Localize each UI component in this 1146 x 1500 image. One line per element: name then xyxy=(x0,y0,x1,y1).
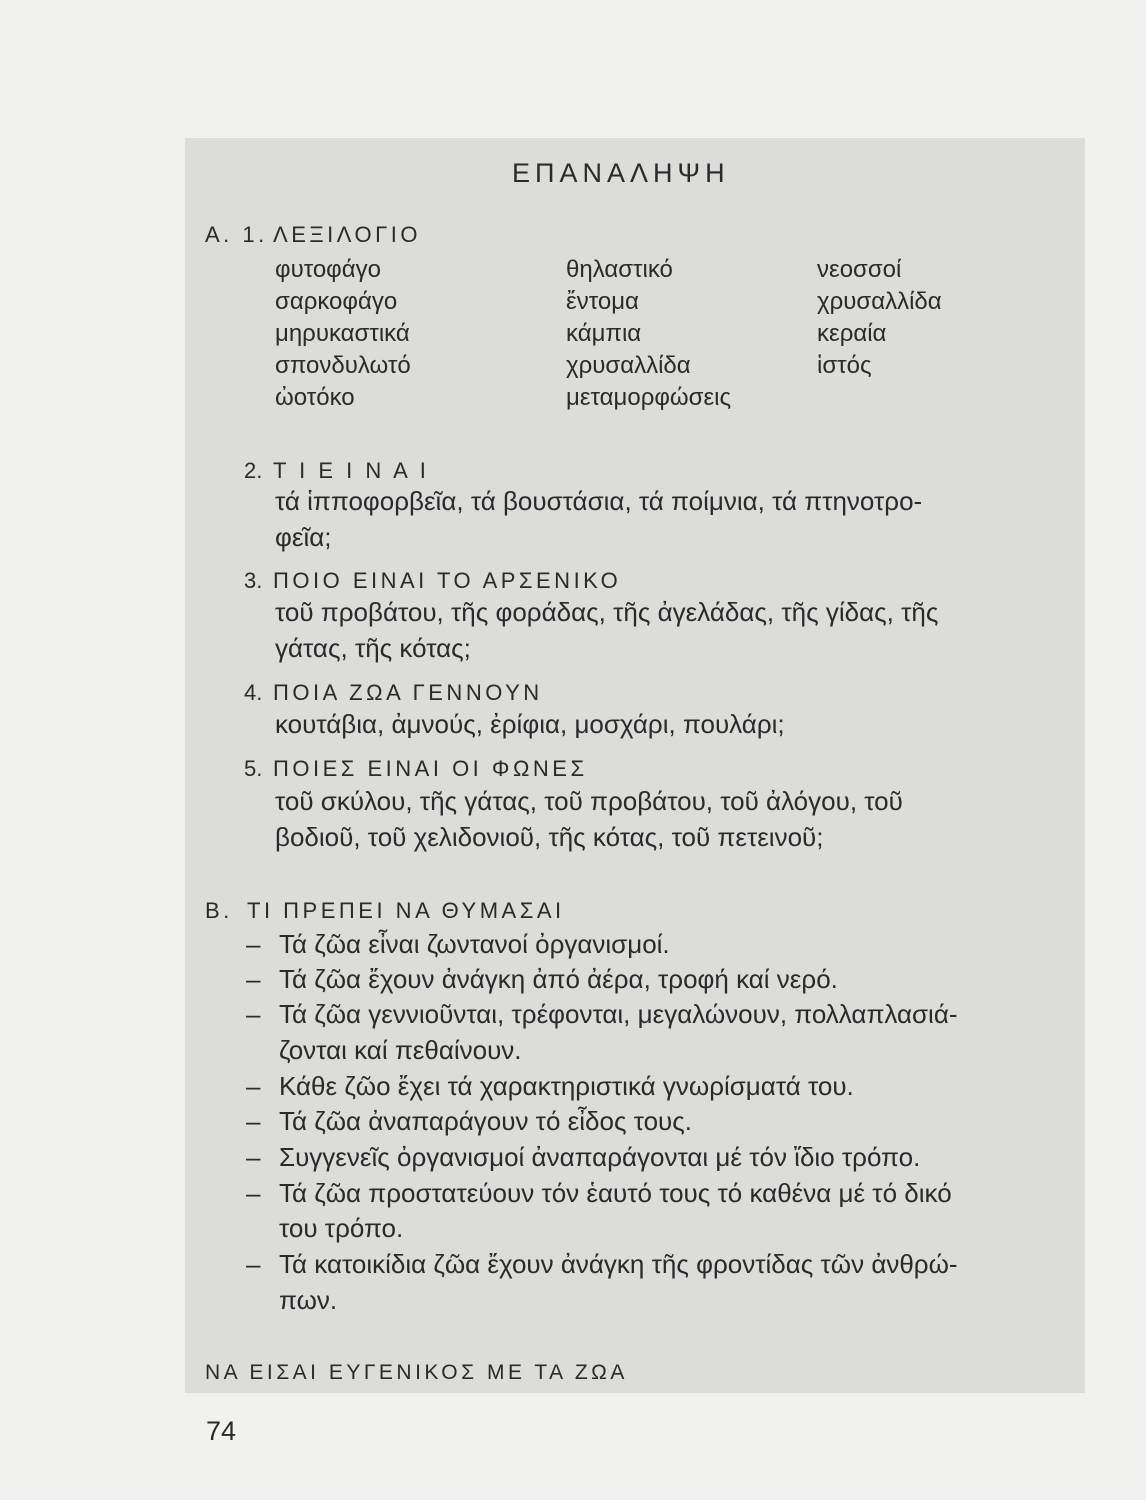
question-number: 3. xyxy=(244,568,263,593)
question-heading: ΠΟΙΟ ΕΙΝΑΙ ΤΟ ΑΡΣΕΝΙΚΟ xyxy=(273,568,622,593)
question-text-line: τοῦ προβάτου, τῆς φοράδας, τῆς ἀγελάδας, τῆς γίδας, τῆς xyxy=(275,597,939,627)
vocab-col2-item: θηλαστικό xyxy=(566,256,673,283)
question-text-line: βοδιοῦ, τοῦ χελιδονιοῦ, τῆς κότας, τοῦ πετεινοῦ; xyxy=(275,822,824,852)
vocab-col1-item: σπονδυλωτό xyxy=(275,352,411,379)
section-b-marker: Β. xyxy=(205,898,233,923)
bullet-dash: – xyxy=(246,1249,261,1279)
remember-line: Τά κατοικίδια ζῶα ἔχουν ἀνάγκη τῆς φροντίδας τῶν ἀνθρώ- xyxy=(279,1249,958,1279)
bullet-dash: – xyxy=(246,999,261,1029)
section-a-marker: Α. 1. xyxy=(205,222,268,247)
vocab-col1-item: φυτοφάγο xyxy=(275,256,381,283)
vocab-col3-item: ἱστός xyxy=(817,352,872,379)
remember-line: Τά ζῶα ἔχουν ἀνάγκη ἀπό ἀέρα, τροφή καί νερό. xyxy=(279,964,838,994)
question-number: 4. xyxy=(244,680,263,705)
question-text-line: τά ἱπποφορβεῖα, τά βουστάσια, τά ποίμνια, τά πτηνοτρο- xyxy=(275,486,923,516)
remember-line: Τά ζῶα ἀναπαράγουν τό εἶδος τους. xyxy=(279,1106,693,1136)
section-a-heading: ΛΕΞΙΛΟΓΙΟ xyxy=(273,222,421,247)
vocab-col3-item: κεραία xyxy=(817,320,887,347)
question-text-line: φεῖα; xyxy=(275,522,332,552)
remember-line: του τρόπο. xyxy=(279,1213,404,1243)
remember-line: πων. xyxy=(279,1285,338,1315)
remember-line: Συγγενεῖς ὀργανισμοί ἀναπαράγονται μέ τόν ἴδιο τρόπο. xyxy=(279,1142,921,1172)
vocab-col2-item: χρυσαλλίδα xyxy=(566,352,691,379)
vocab-col2-item: κάμπια xyxy=(566,320,642,347)
bullet-dash: – xyxy=(246,1071,261,1101)
remember-line: Κάθε ζῶο ἔχει τά χαρακτηριστικά γνωρίσματά του. xyxy=(279,1071,854,1101)
vocab-col1-item: μηρυκαστικά xyxy=(275,320,410,347)
question-text-line: γάτας, τῆς κότας; xyxy=(275,633,471,663)
remember-line: Τά ζῶα γεννιοῦνται, τρέφονται, μεγαλώνουν, πολλαπλασιά- xyxy=(279,999,958,1029)
question-number: 2. xyxy=(244,458,263,483)
vocab-col3-item: χρυσαλλίδα xyxy=(817,288,942,315)
remember-line: Τά ζῶα προστατεύουν τόν ἑαυτό τους τό καθένα μέ τό δικό xyxy=(279,1178,952,1208)
footer-heading: ΝΑ ΕΙΣΑΙ ΕΥΓΕΝΙΚΟΣ ΜΕ ΤΑ ΖΩΑ xyxy=(205,1361,628,1384)
remember-line: ζονται καί πεθαίνουν. xyxy=(279,1035,522,1065)
bullet-dash: – xyxy=(246,1106,261,1136)
question-text-line: τοῦ σκύλου, τῆς γάτας, τοῦ προβάτου, τοῦ ἀλόγου, τοῦ xyxy=(275,786,903,816)
page-number: 74 xyxy=(206,1416,237,1446)
vocab-col1-item: σαρκοφάγο xyxy=(275,288,398,315)
question-text-line: κουτάβια, ἀμνούς, ἐρίφια, μοσχάρι, πουλάρι; xyxy=(275,709,785,739)
bullet-dash: – xyxy=(246,929,261,959)
section-b-heading: ΤΙ ΠΡΕΠΕΙ ΝΑ ΘΥΜΑΣΑΙ xyxy=(247,898,565,923)
question-heading: Τ Ι Ε Ι Ν Α Ι xyxy=(273,458,430,483)
vocab-col2-item: μεταμορφώσεις xyxy=(566,384,732,411)
vocab-col2-item: ἔντομα xyxy=(566,288,639,315)
vocab-col3-item: νεοσσοί xyxy=(817,256,902,283)
bullet-dash: – xyxy=(246,1178,261,1208)
question-heading: ΠΟΙΑ ΖΩΑ ΓΕΝΝΟΥΝ xyxy=(273,680,543,705)
bullet-dash: – xyxy=(246,1142,261,1172)
question-number: 5. xyxy=(244,756,263,781)
page-title: ΕΠΑΝΑΛΗΨΗ xyxy=(512,158,730,188)
question-heading: ΠΟΙΕΣ ΕΙΝΑΙ ΟΙ ΦΩΝΕΣ xyxy=(273,756,588,781)
remember-line: Τά ζῶα εἶναι ζωντανοί ὀργανισμοί. xyxy=(279,929,670,959)
bullet-dash: – xyxy=(246,964,261,994)
vocab-col1-item: ὠοτόκο xyxy=(275,384,355,411)
